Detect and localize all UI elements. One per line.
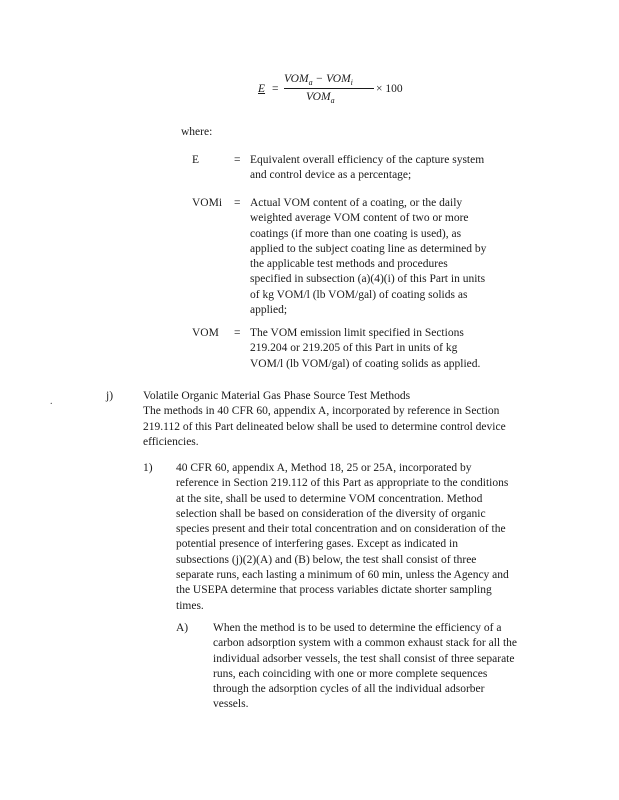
section-j-label: j) (106, 390, 114, 402)
term-definition: Equivalent overall efficiency of the capture system and control device as a percentage; (250, 154, 485, 182)
term-equals: = (234, 154, 241, 166)
term-vom-i (192, 196, 532, 321)
formula-lhs: E (258, 83, 266, 95)
term-definition: The VOM emission limit specified in Sections 219.204 or 219.205 of this Part in units of kg VOM/l (lb VOM/gal) of coating solids as applied. (250, 327, 481, 370)
item-1-text: 40 CFR 60, appendix A, Method 18, 25 or 25A, incorporated by reference in Section 219.112 of this Part as appropriate to the conditions at the site, shall be used to determine VOM concentration. Method selection shall be based on consideration of the diversity of organic species present and their total concentration and on consideration of the potential presence of interfering gases. Except as indicated in subsections (j)(2)(A) and (B) below, the test shall consist of three separate runs, each lasting a minimum of 60 min, unless the Agency and the USEPA determine that process variables dictate shorter sampling times. (176, 462, 509, 612)
term-equals: = (234, 327, 241, 339)
section-j-text: Volatile Organic Material Gas Phase Source Test Methods The methods in 40 CFR 60, appendix A, incorporated by reference in Section 219.112 of this Part delineated below shall be used to determine control device efficiencies. (143, 390, 506, 448)
term-name: VOM (192, 327, 219, 339)
item-a-label: A) (176, 622, 189, 634)
term-definition: Actual VOM content of a coating, or the daily weighted average VOM content of two or more coatings (if more than one coating is used), as applied to the subject coating line as determined by the applicable test methods and procedures specified in subsection (a)(4)(i) of this Part in units of kg VOM/l (lb VOM/gal) of coating solids as applied; (250, 197, 487, 317)
formula-equals: = (272, 83, 279, 95)
term-equals: = (234, 197, 241, 209)
formula-fraction-bar (284, 88, 374, 89)
item-a-text: When the method is to be used to determine the efficiency of a carbon adsorption system with a common exhaust stack for all the individual adsorber vessels, the test shall consist of three separate runs, each coinciding with one or more complete sequences through the adsorption cycles of all the individual adsorber vessels. (213, 622, 518, 711)
efficiency-formula (258, 72, 418, 108)
term-e (192, 153, 532, 185)
formula-multiplier: × 100 (376, 83, 403, 95)
where-label: where: (181, 126, 213, 138)
term-name: VOMi (192, 197, 223, 209)
term-name: E (192, 154, 200, 166)
formula-denominator: $VOM_a$ (306, 91, 335, 105)
margin-mark: . (50, 396, 53, 407)
term-vom (192, 326, 532, 374)
formula-numerator: $VOM_a - VOM_i$ (284, 73, 353, 87)
item-1-label: 1) (143, 462, 153, 474)
